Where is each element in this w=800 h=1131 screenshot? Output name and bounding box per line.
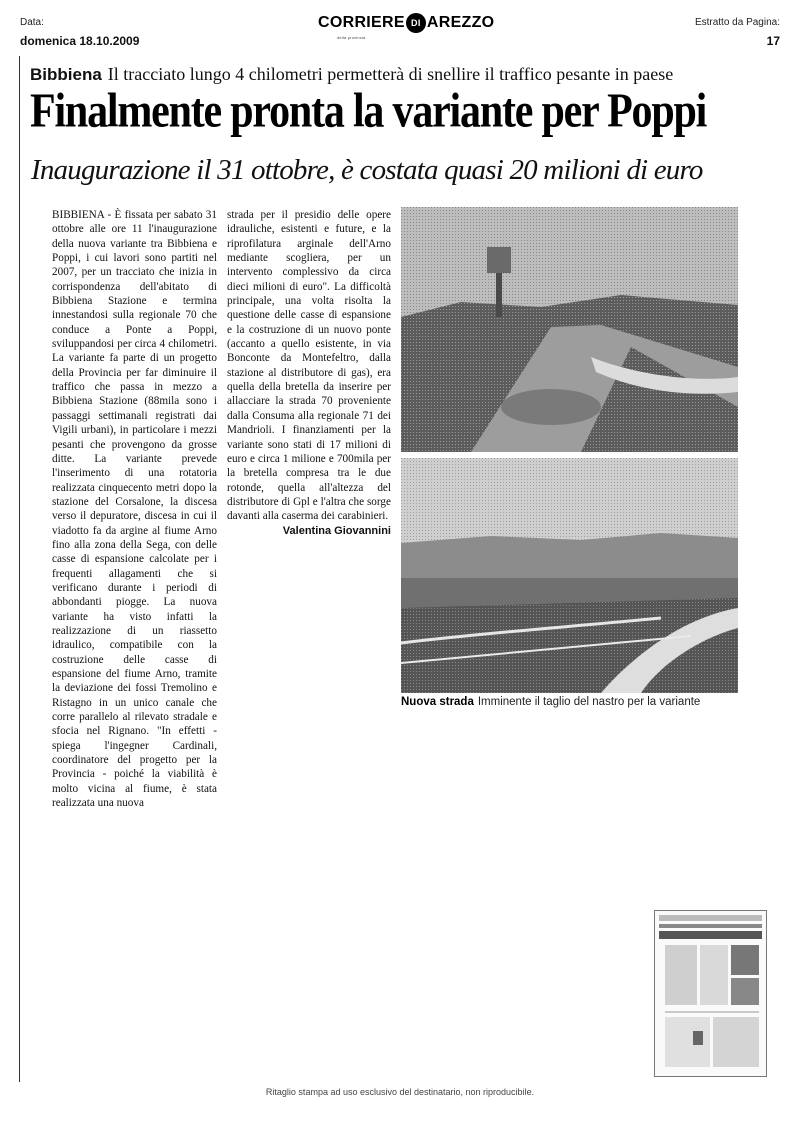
article-headline: Finalmente pronta la variante per Poppi	[30, 85, 707, 139]
article-kicker	[30, 64, 673, 85]
caption-label: Nuova strada	[401, 696, 474, 708]
logo-part1: CORRIERE	[318, 14, 405, 32]
logo-part2: AREZZO	[426, 14, 495, 32]
road-photo-bottom-image	[401, 458, 738, 693]
page-thumbnail	[654, 910, 767, 1077]
date-value: domenica 18.10.2009	[20, 34, 140, 48]
kicker-text: Il tracciato lungo 4 chilometri permetterà di snellire il traffico pesante in paese	[107, 64, 674, 84]
article-column-2	[227, 208, 391, 538]
date-label: Data:	[20, 17, 44, 28]
photo-caption	[401, 696, 700, 708]
kicker-place: Bibbiena	[30, 65, 102, 84]
extract-label: Estratto da Pagina:	[694, 17, 780, 28]
left-margin-rule	[19, 56, 20, 1082]
page-number: 17	[766, 34, 780, 48]
article-subhead: Inaugurazione il 31 ottobre, è costata quasi 20 milioni di euro	[31, 154, 703, 186]
road-photo-bottom	[401, 458, 738, 693]
article-column-1: BIBBIENA - È fissata per sabato 31 ottobre alle ore 11 l'inaugurazione della nuova variante tra Bibbiena e Poppi, i cui lavori sono partiti nel 2007, per un tracciato che inizia in corrispondenza dell'abitato di Bibbiena Stazione e termina innestandosi sulla regionale 70 che conduce a Ponte a Poppi, sviluppandosi per circa 4 chilometri. La variante fa parte di un progetto della Provincia per far diminuire il traffico che passa in mezzo a Bibbiena Stazione (88mila sono i passaggi settimanali registrati dai Vigili urbani), in particolare i mezzi pesanti che provengono da grosse ditte. La variante prevede l'inserimento di una rotatoria realizzata cinquecento metri dopo la stazione del Corsalone, la discesa verso il depuratore, discesa in cui il viadotto fa da argine al fiume Arno fino alla zona della Sega, con delle casse di espansione calcolate per i frequenti allagamenti che si verificano durante i periodi di abbondanti piogge. La nuova variante ha visto infatti la realizzazione di un riassetto idraulico, compatibile con la costruzione delle casse di espansione del fiume Arno, tramite la deviazione dei fossi Tremolino e Ristagno in un unico canale che corre parallelo al rilevato stradale e sfocia nel Rignano. "In effetti - spiega l'ingegner Cardinali, coordinatore del progetto per la Provincia - poiché la viabilità è molto vicina al fiume, è stata realizzata una nuova	[52, 209, 217, 810]
logo-subtitle: della provincia	[337, 35, 366, 40]
road-photo-top-image	[401, 207, 738, 452]
road-photo-top	[401, 207, 738, 452]
article-author: Valentina Giovannini	[282, 524, 391, 537]
logo-di-badge: DI	[406, 13, 426, 33]
logo-wordmark	[318, 14, 494, 31]
caption-text: Imminente il taglio del nastro per la variante	[477, 696, 701, 708]
newspaper-logo	[318, 13, 495, 43]
page-thumbnail-image	[655, 911, 766, 1076]
page-footer: Ritaglio stampa ad uso esclusivo del destinatario, non riproducibile.	[265, 1087, 535, 1097]
article-column-2-text: strada per il presidio delle opere idrauliche, esistenti e future, e la riprofilatura arginale dell'Arno mediante scogliera, per un intervento complessivo da circa dieci milioni di euro". La difficoltà principale, una volta risolta la questione delle casse di espansione e la costruzione di un nuovo ponte (accanto a quello esistente, in via Bonconte da Montefeltro, dalla stazione al distributore di gas), era quella della bretella da inserire per allacciare la strada 70 proveniente dalla Consuma alla regionale 71 dei Mandrioli. I finanziamenti per la variante sono stati di 17 milioni di euro e circa 1 milione e 700mila per la bretella compresa tra le due rotonde, quella all'altezza del distributore di Gpl e l'altra che sorge davanti alla caserma dei carabinieri.	[227, 209, 391, 523]
